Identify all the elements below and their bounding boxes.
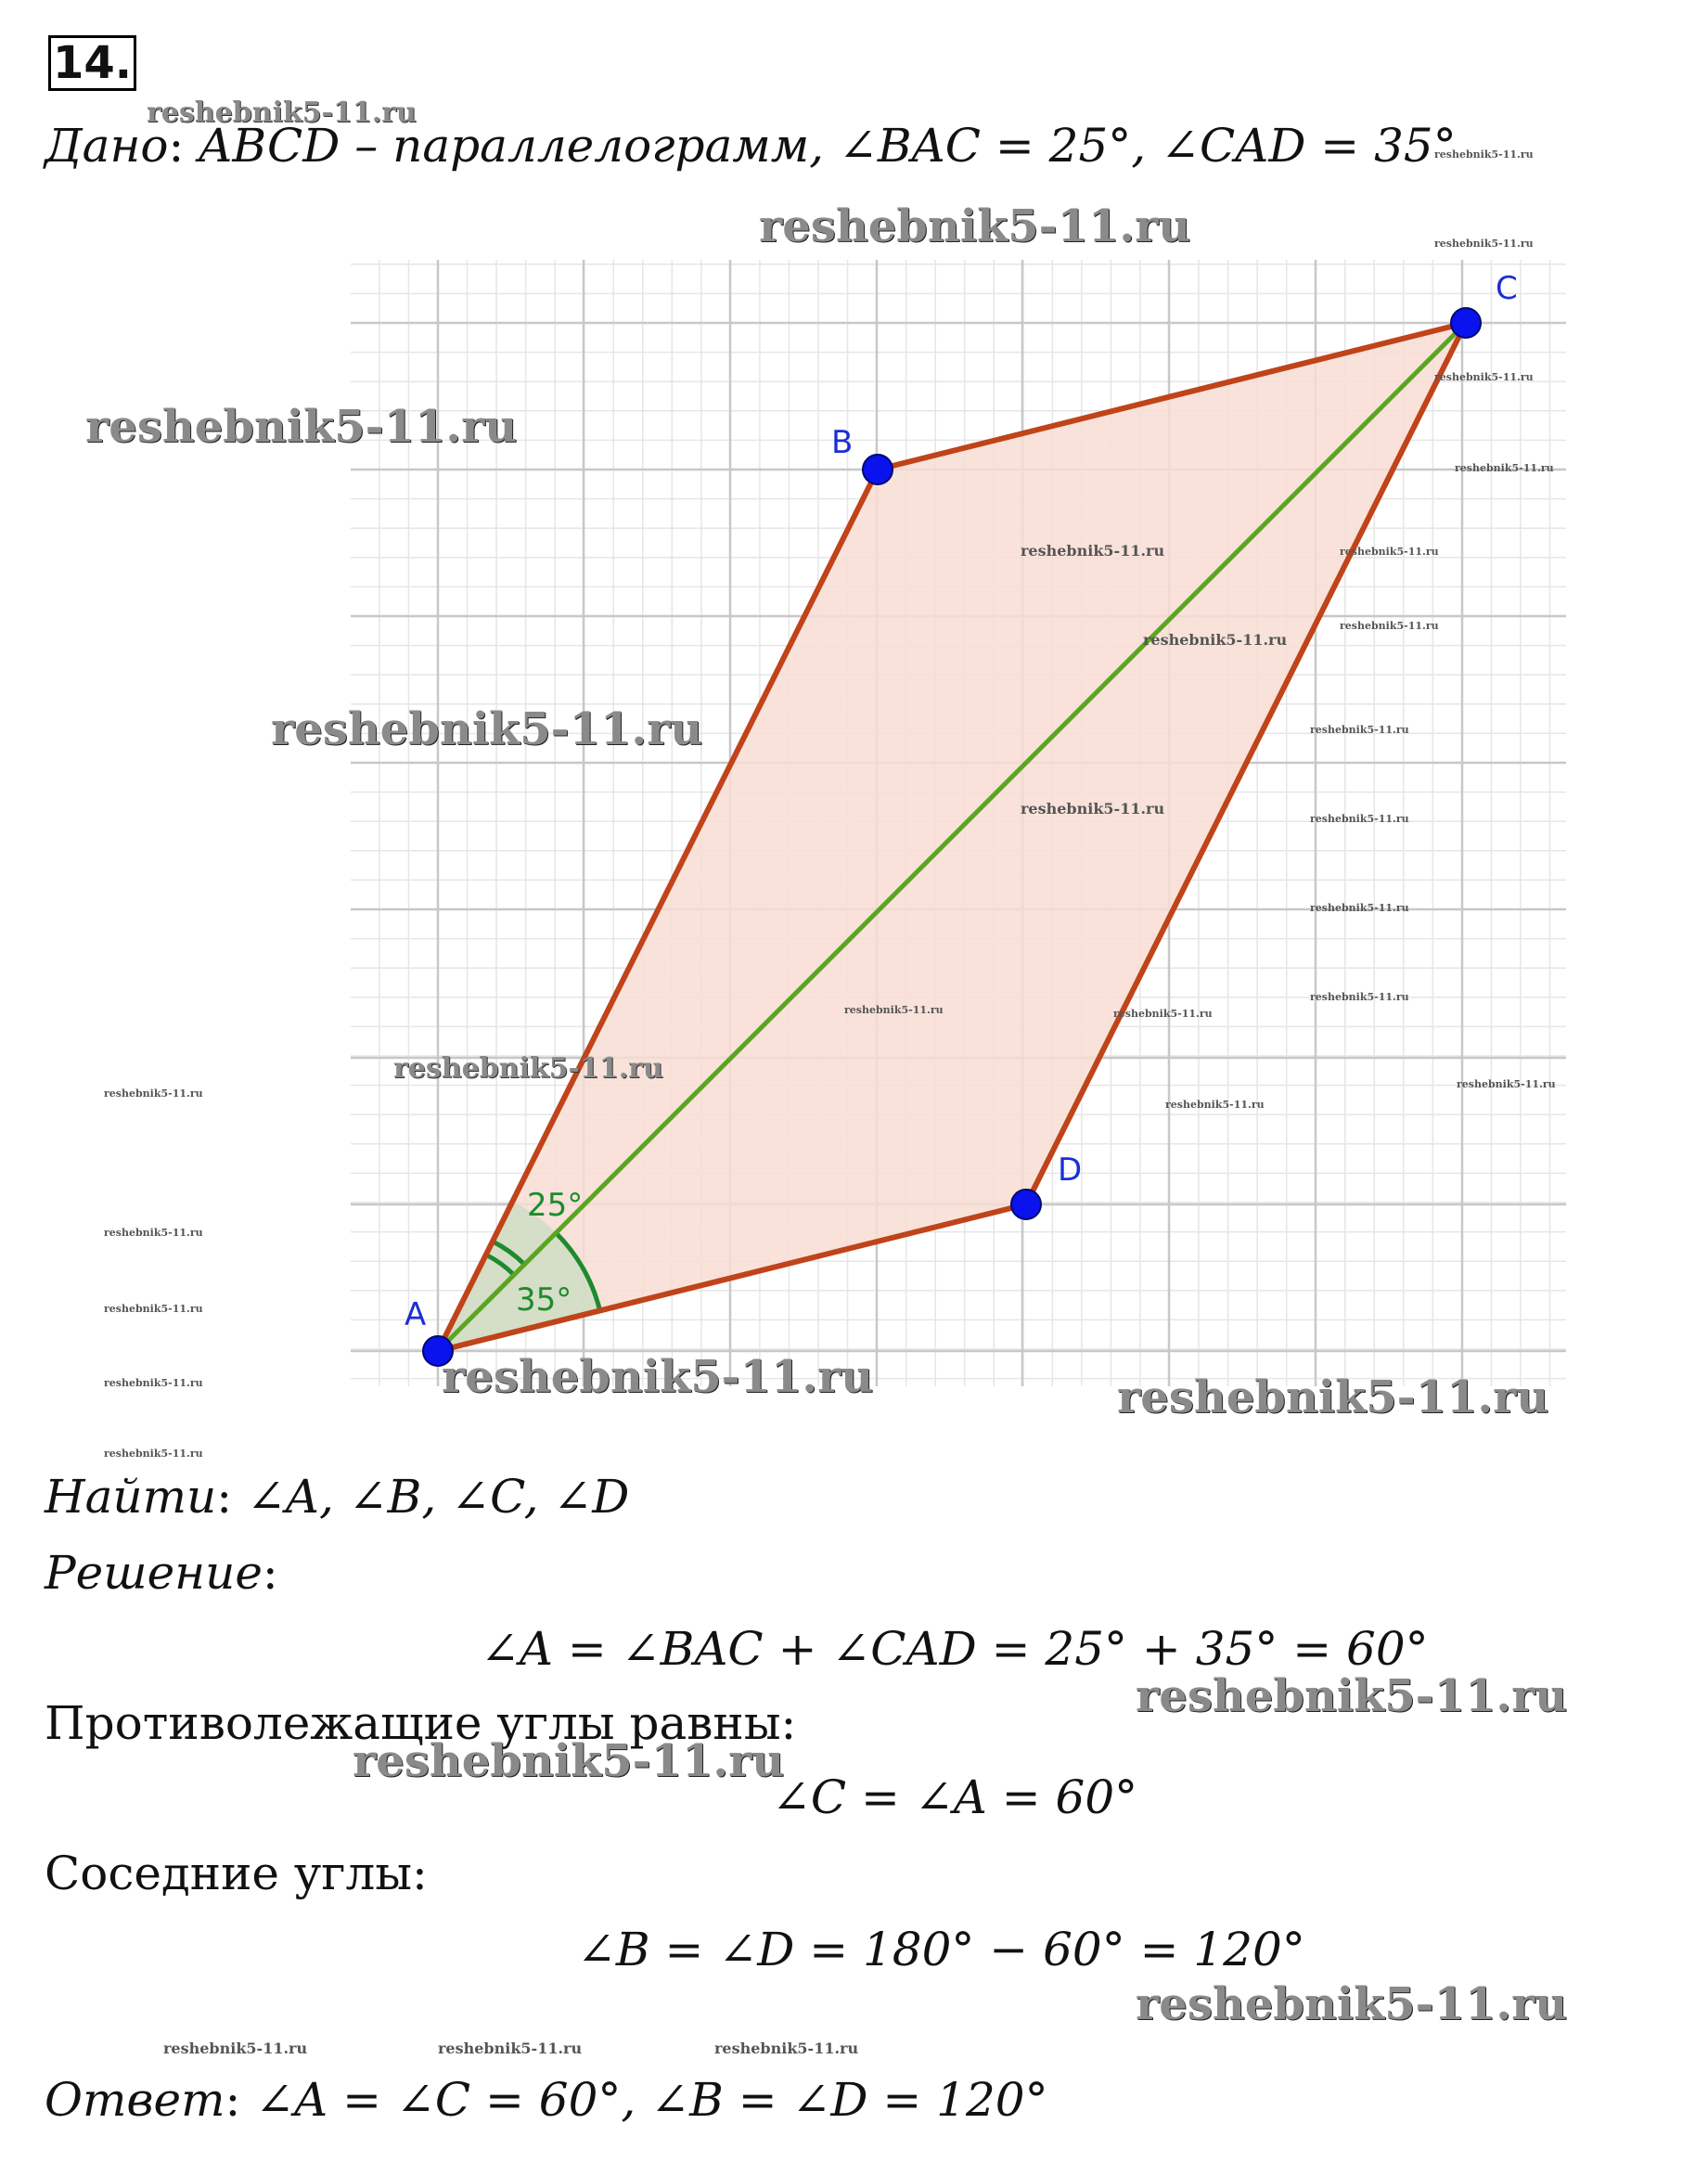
solution-eq1: ∠A = ∠BAC + ∠CAD = 25° + 35° = 60° [481, 1622, 1429, 1676]
answer-text: ∠A = ∠C = 60°, ∠B = ∠D = 120° [255, 2073, 1048, 2127]
label-c: C [1496, 270, 1518, 307]
watermark: reshebnik5-11.ru [104, 1448, 203, 1460]
solution-heading: Решение: [45, 1546, 278, 1600]
watermark: reshebnik5-11.ru [1021, 800, 1165, 817]
point-d [1011, 1190, 1041, 1219]
watermark: reshebnik5-11.ru [438, 2040, 583, 2057]
label-d: D [1058, 1152, 1083, 1189]
watermark: reshebnik5-11.ru [393, 1052, 663, 1085]
answer-label: Ответ [45, 2073, 225, 2127]
solution-label: Решение [45, 1546, 263, 1600]
watermark: reshebnik5-11.ru [271, 703, 703, 755]
watermark: reshebnik5-11.ru [1165, 1099, 1265, 1111]
watermark: reshebnik5-11.ru [1434, 371, 1534, 383]
watermark: reshebnik5-11.ru [1457, 1078, 1556, 1090]
watermark: reshebnik5-11.ru [104, 1303, 203, 1315]
find-label: Найти [45, 1470, 217, 1524]
watermark: reshebnik5-11.ru [104, 1088, 203, 1100]
watermark: reshebnik5-11.ru [1021, 542, 1165, 560]
watermark: reshebnik5-11.ru [1340, 620, 1439, 632]
find-line: Найти: ∠A, ∠B, ∠C, ∠D [45, 1470, 630, 1524]
watermark: reshebnik5-11.ru [1310, 991, 1409, 1003]
problem-number: 14. [48, 35, 136, 91]
solution-eq3: ∠B = ∠D = 180° − 60° = 120° [577, 1923, 1305, 1976]
opposite-angles-text: Противолежащие углы равны: [45, 1696, 797, 1750]
watermark: reshebnik5-11.ru [1434, 238, 1534, 250]
watermark: reshebnik5-11.ru [353, 1735, 785, 1787]
watermark: reshebnik5-11.ru [442, 1351, 874, 1403]
watermark: reshebnik5-11.ru [759, 200, 1191, 252]
watermark: reshebnik5-11.ru [1310, 813, 1409, 825]
watermark: reshebnik5-11.ru [1455, 462, 1554, 474]
watermark: reshebnik5-11.ru [1113, 1008, 1213, 1020]
point-b [863, 455, 893, 484]
label-a: A [405, 1296, 427, 1333]
point-c [1451, 308, 1481, 338]
watermark: reshebnik5-11.ru [85, 401, 518, 453]
watermark: reshebnik5-11.ru [1117, 1371, 1549, 1423]
given-text: ABCD – параллелограмм, ∠BAC = 25°, ∠CAD = 35° [199, 119, 1457, 173]
angle-label-cad: 35° [516, 1281, 572, 1319]
angle-label-bac: 25° [527, 1187, 584, 1224]
answer-line: Ответ: ∠A = ∠C = 60°, ∠B = ∠D = 120° [45, 2073, 1048, 2127]
watermark: reshebnik5-11.ru [1310, 724, 1409, 736]
watermark: reshebnik5-11.ru [844, 1004, 944, 1016]
watermark: reshebnik5-11.ru [1434, 148, 1534, 161]
watermark: reshebnik5-11.ru [1340, 546, 1439, 558]
find-text: ∠A, ∠B, ∠C, ∠D [246, 1470, 630, 1524]
solution-eq2: ∠C = ∠A = 60° [772, 1770, 1138, 1824]
watermark: reshebnik5-11.ru [1310, 902, 1409, 914]
label-b: B [831, 424, 854, 461]
watermark: reshebnik5-11.ru [714, 2040, 859, 2057]
adjacent-angles-text: Соседние углы: [45, 1847, 428, 1900]
watermark: reshebnik5-11.ru [104, 1227, 203, 1239]
watermark: reshebnik5-11.ru [1143, 631, 1288, 649]
watermark: reshebnik5-11.ru [104, 1377, 203, 1389]
watermark: reshebnik5-11.ru [163, 2040, 308, 2057]
watermark: reshebnik5-11.ru [147, 97, 417, 129]
given-line: Дано: ABCD – параллелограмм, ∠BAC = 25°, ∠CAD = 35° [45, 119, 1457, 173]
watermark: reshebnik5-11.ru [1136, 1978, 1568, 2030]
watermark: reshebnik5-11.ru [1136, 1670, 1568, 1722]
given-label: Дано [45, 119, 169, 173]
